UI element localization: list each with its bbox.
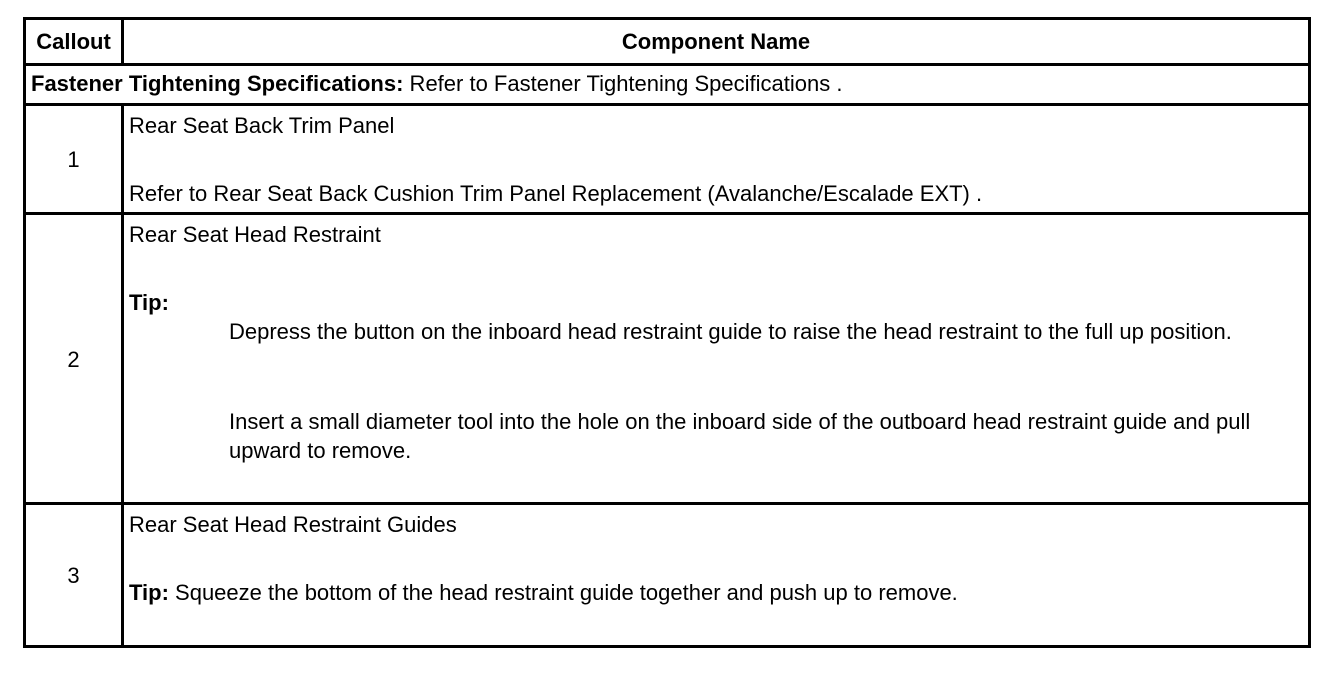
row-3-tip	[129, 578, 958, 607]
row-3-title: Rear Seat Head Restraint Guides	[129, 512, 457, 537]
row-divider	[26, 212, 1308, 215]
row-divider	[26, 103, 1308, 106]
row-2-title: Rear Seat Head Restraint	[129, 222, 381, 247]
row-divider	[26, 63, 1308, 66]
spec-label: Fastener Tightening Specifications:	[31, 71, 404, 96]
spec-text: Refer to Fastener Tightening Specifications .	[403, 71, 843, 96]
header-callout: Callout	[36, 29, 111, 54]
column-divider	[121, 106, 124, 648]
row-divider	[26, 502, 1308, 505]
row-2-tip-1: Depress the button on the inboard head restraint guide to raise the head restraint to the full up position.	[229, 319, 1232, 344]
row-2-tip-2: Insert a small diameter tool into the hole on the inboard side of the outboard head restraint guide and pull upward to remove.	[229, 409, 1251, 463]
row-3-tip-label: Tip:	[129, 580, 169, 605]
row-2-callout: 2	[67, 347, 80, 372]
row-2-tip-label: Tip:	[129, 290, 169, 315]
row-1-title: Rear Seat Back Trim Panel	[129, 113, 395, 138]
component-table	[23, 17, 1311, 648]
row-3-tip-text: Squeeze the bottom of the head restraint guide together and push up to remove.	[168, 580, 958, 605]
row-1-callout: 1	[67, 147, 80, 172]
spec-row	[31, 69, 842, 98]
row-1-note: Refer to Rear Seat Back Cushion Trim Panel Replacement (Avalanche/Escalade EXT) .	[129, 181, 983, 206]
row-3-callout: 3	[67, 563, 80, 588]
header-component-name: Component Name	[621, 29, 811, 54]
